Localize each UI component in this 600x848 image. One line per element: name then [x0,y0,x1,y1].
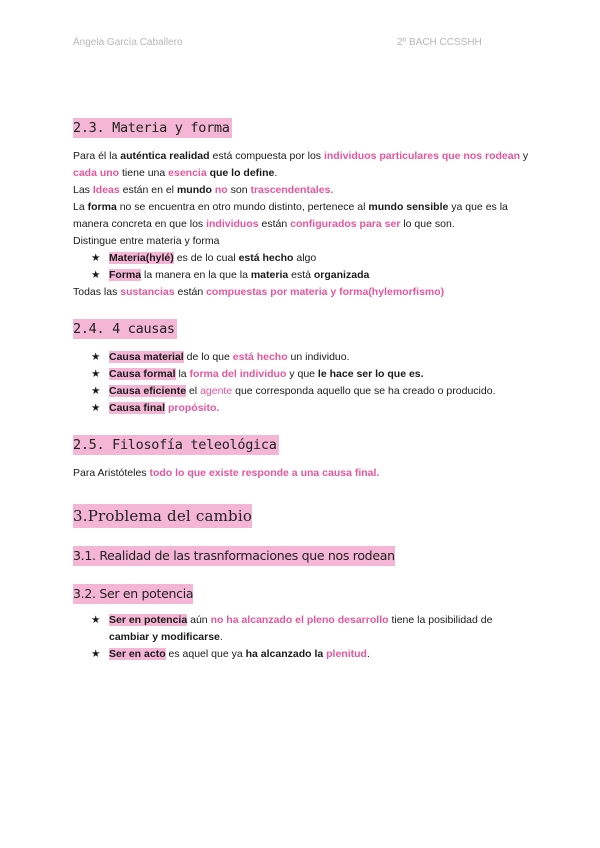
list-item: ★ Causa eficiente el agente que corresponda aquello que se ha creado o producido. [91,383,533,400]
star-bullet-icon: ★ [91,351,101,363]
paragraph: Para Aristóteles todo lo que existe responde a una causa final. [73,467,380,479]
star-bullet-icon: ★ [91,385,101,397]
list-item: ★ Forma la manera en la que la materia está organizada [91,267,533,284]
list-item: ★ Causa formal la forma del individuo y que le hace ser lo que es. [91,366,533,383]
star-bullet-icon: ★ [91,269,101,281]
chapter-heading-wrap [73,504,533,528]
star-bullet-icon: ★ [91,614,101,626]
section-heading-wrap [73,435,533,455]
subsection-heading-wrap [73,584,533,604]
star-bullet-icon: ★ [91,368,101,380]
star-bullet-icon: ★ [91,648,101,660]
subsection-heading-wrap [73,546,533,566]
list-item: ★ Causa final propósito. [91,400,533,417]
section-heading-wrap [73,319,533,339]
paragraph: Para él la auténtica realidad está compuesta por los individuos particulares que nos rodean y cada uno tiene una esencia que lo define. [73,150,529,179]
list-item: ★ Ser en potencia aún no ha alcanzado el pleno desarrollo tiene la posibilidad de cambiar y modificarse. [91,614,493,643]
chapter-heading-3: 3.Problema del cambio [73,504,252,528]
header-author: Ángela García Caballero [73,37,183,48]
paragraph: Distingue entre materia y forma [73,235,220,247]
subsection-heading-3-1: 3.1. Realidad de las trasnformaciones que nos rodean [73,546,395,566]
list-item: ★ Causa material de lo que está hecho un individuo. [91,349,533,366]
document-body [73,118,533,663]
section-heading-2-4: 2.4. 4 causas [73,321,175,337]
star-bullet-icon: ★ [91,402,101,414]
section-heading-wrap [73,118,533,138]
paragraph: Todas las sustancias están compuestas por materia y forma(hylemorfismo) [73,286,445,298]
paragraph: La forma no se encuentra en otro mundo distinto, pertenece al mundo sensible ya que es la manera concreta en que los individuos están configurados para ser lo que son. [73,201,508,230]
subsection-heading-3-2: 3.2. Ser en potencia [73,584,193,604]
list-item: ★ Ser en acto es aquel que ya ha alcanzado la plenitud. [91,646,533,663]
bullet-list [73,612,533,663]
section-heading-2-5: 2.5. Filosofía teleológica [73,437,277,453]
section-heading-2-3: 2.3. Materia y forma [73,120,230,136]
bullet-list [73,349,533,417]
header-course: 2º BACH CCSSHH [397,37,482,48]
star-bullet-icon: ★ [91,252,101,264]
list-item: ★ Materia(hylé) es de lo cual está hecho algo [91,250,533,267]
paragraph: Las Ideas están en el mundo no son trascendentales. [73,184,334,196]
bullet-list [73,250,533,284]
